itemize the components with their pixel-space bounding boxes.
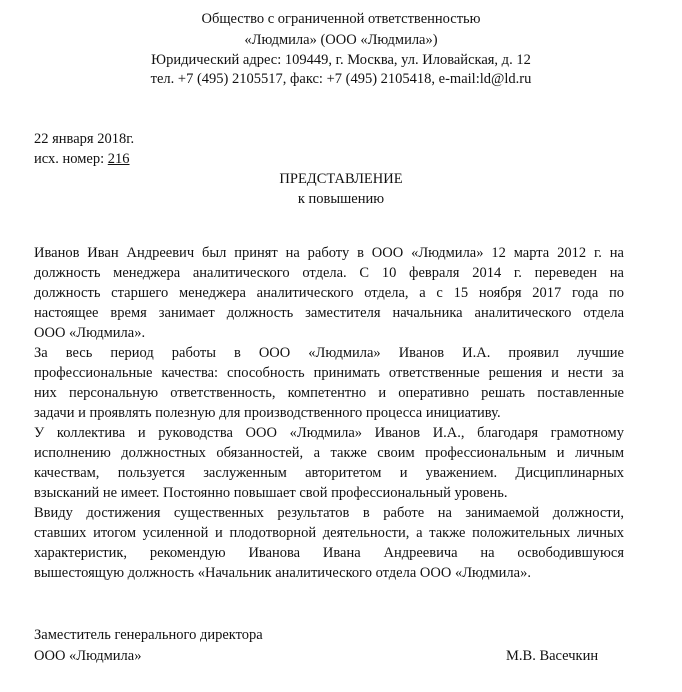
legal-address: Юридический адрес: 109449, г. Москва, ул. Иловайская, д. 12 xyxy=(151,52,531,68)
document-date: 22 января 2018г. xyxy=(34,131,135,147)
document-title: ПРЕДСТАВЛЕНИЕ xyxy=(279,171,403,187)
contacts: тел. +7 (495) 2105517, факс: +7 (495) 2105418, e-mail:ld@ld.ru xyxy=(150,71,532,87)
body-line: У коллектива и руководства ООО «Людмила» Иванов И.А., благодаря грамотному xyxy=(34,425,624,441)
body-line: них персональную ответственность, компетентно и оперативно решать поставленные xyxy=(34,385,624,401)
body-line: За весь период работы в ООО «Людмила» Иванов И.А. проявил лучшие xyxy=(34,345,624,361)
body-line: настоящее время занимает должность заместителя начальника аналитического отдела xyxy=(34,305,624,321)
body-line: исполнению должностных обязанностей, а также своим профессиональным и личным xyxy=(34,445,624,461)
body-line: ООО «Людмила». xyxy=(34,325,146,341)
body-line: должность старшего менеджера аналитического отдела, а с 15 ноября 2017 года по xyxy=(34,285,624,301)
body-line: должность менеджера аналитического отдела. С 10 февраля 2014 г. переведен на xyxy=(34,265,624,281)
outgoing-number-label: исх. номер: xyxy=(34,151,108,167)
document-subtitle: к повышению xyxy=(297,191,385,207)
body-line: Иванов Иван Андреевич был принят на работу в ООО «Людмила» 12 марта 2012 г. на xyxy=(34,245,624,261)
org-name: Общество с ограниченной ответственностью xyxy=(201,11,481,27)
body-line: Ввиду достижения существенных результатов в работе на занимаемой должности, xyxy=(34,505,624,521)
signer-name: М.В. Васечкин xyxy=(506,648,599,664)
org-short-name: «Людмила» (ООО «Людмила») xyxy=(244,32,438,48)
outgoing-number-row xyxy=(34,149,130,169)
outgoing-number-value: 216 xyxy=(107,151,130,167)
signer-organization: ООО «Людмила» xyxy=(34,648,142,664)
body-line: профессиональные качества: способность принимать ответственные решения и нести за xyxy=(34,365,624,381)
body-line: задачи и проявлять полезную для производственного процесса инициативу. xyxy=(34,405,501,421)
body-line: характеристик, рекомендую Иванова Ивана Андреевича на освободившуюся xyxy=(34,545,624,561)
body-line: взысканий не имеет. Постоянно повышает свой профессиональный уровень. xyxy=(34,485,508,501)
body-line: вышестоящую должность «Начальник аналитического отдела ООО «Людмила». xyxy=(34,565,531,581)
signer-position: Заместитель генерального директора xyxy=(34,627,263,643)
body-line: качествам, пользуется заслуженным авторитетом и уважением. Дисциплинарных xyxy=(34,465,624,481)
body-line: ставших итогом усиленной и плодотворной деятельности, а также положительных личных xyxy=(34,525,624,541)
